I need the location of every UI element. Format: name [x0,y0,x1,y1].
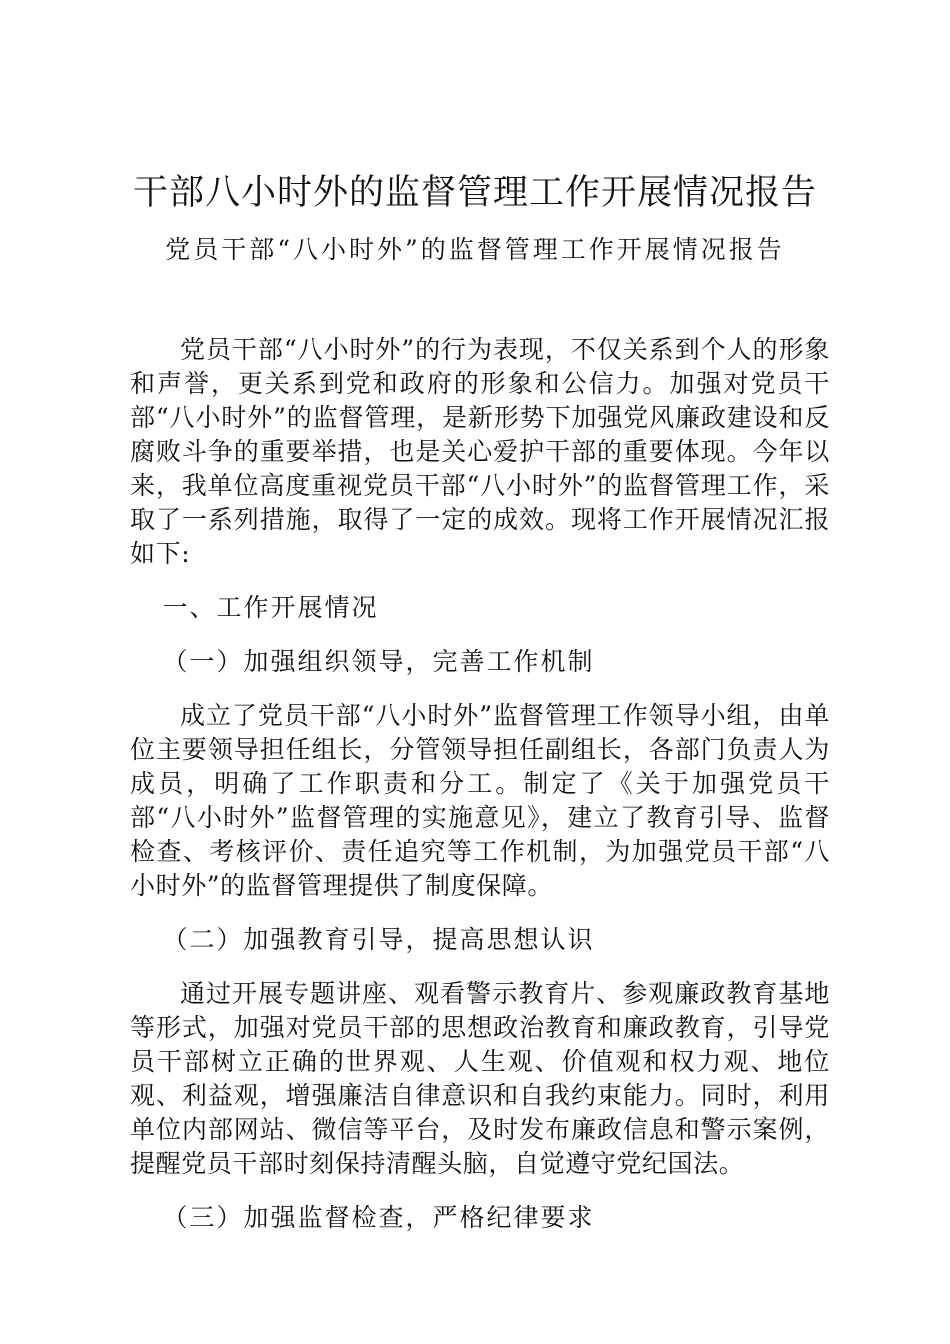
section-heading-1: 一、工作开展情况 [162,593,379,622]
body-paragraph-1: 成立了党员干部“八小时外”监督管理工作领导小组，由单位主要领导担任组长，分管领导担任副组长，各部门负责人为成员，明确了工作职责和分工。制定了《关于加强党员干部“八小时外”监督管理的实施意见》，建立了教育引导、监督检查、考核评价、责任追究等工作机制，为加强党员干部“八小时外”的监督管理提供了制度保障。 [130,701,830,900]
document-subtitle: 党员干部“八小时外”的监督管理工作开展情况报告 [165,235,785,264]
document-body [130,333,830,1255]
intro-paragraph: 党员干部“八小时外”的行为表现，不仅关系到个人的形象和声誉，更关系到党和政府的形象和公信力。加强对党员干部“八小时外”的监督管理，是新形势下加强党风廉政建设和反腐败斗争的重要举措，也是关心爱护干部的重要体现。今年以来，我单位高度重视党员干部“八小时外”的监督管理工作，采取了一系列措施，取得了一定的成效。现将工作开展情况汇报如下: [130,335,830,568]
subsection-heading-1: （一）加强组织领导，完善工作机制 [162,647,595,676]
subsection-heading-2: （二）加强教育引导，提高思想认识 [162,925,595,954]
document-title: 干部八小时外的监督管理工作开展情况报告 [132,173,817,213]
subsection-heading-3: （三）加强监督检查，严格纪律要求 [162,1203,595,1232]
body-paragraph-2: 通过开展专题讲座、观看警示教育片、参观廉政教育基地等形式，加强对党员干部的思想政治教育和廉政教育，引导党员干部树立正确的世界观、人生观、价值观和权力观、地位观、利益观，增强廉洁自律意识和自我约束能力。同时，利用单位内部网站、微信等平台，及时发布廉政信息和警示案例，提醒党员干部时刻保持清醒头脑，自觉遵守党纪国法。 [130,979,830,1178]
